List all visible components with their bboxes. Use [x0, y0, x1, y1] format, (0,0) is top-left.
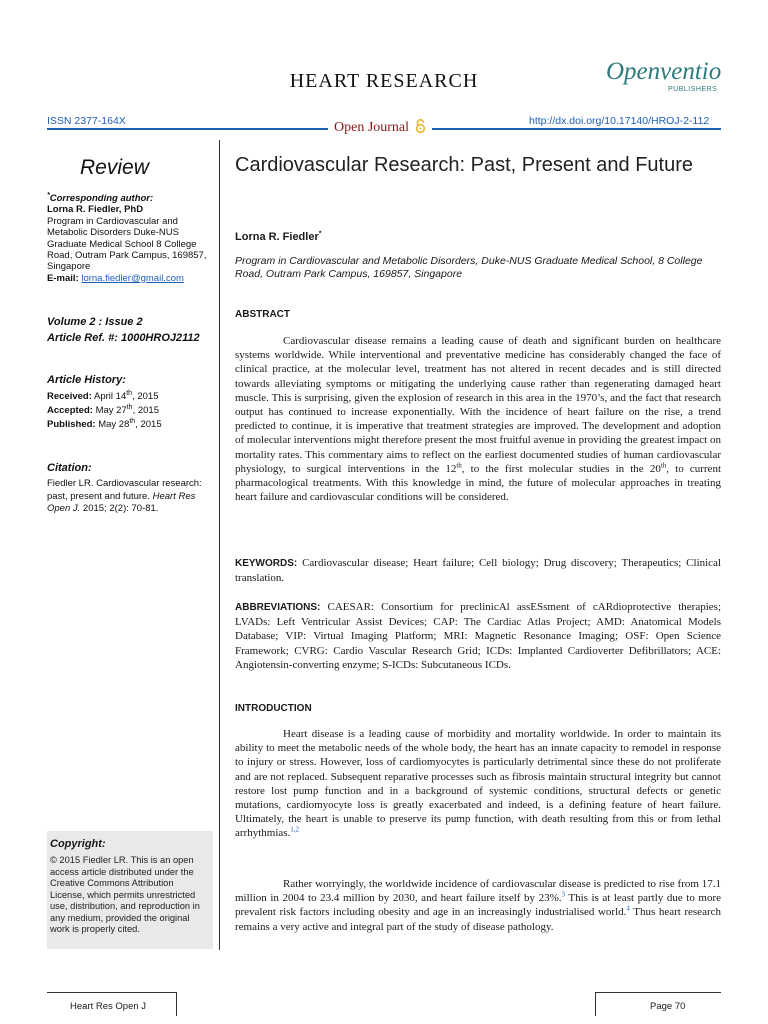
author-mark: *: [318, 230, 322, 238]
received-month: April 14: [94, 391, 127, 402]
open-journal-badge: [328, 119, 432, 136]
published-month: May 28: [98, 419, 130, 430]
accepted-year: , 2015: [132, 405, 159, 416]
doi-link[interactable]: http://dx.doi.org/10.17140/HROJ-2-112: [529, 115, 710, 127]
journal-title: HEART RESEARCH: [289, 70, 479, 92]
copyright-label: Copyright:: [50, 838, 106, 850]
received-year: , 2015: [132, 391, 159, 402]
accepted-suffix: th: [126, 403, 133, 411]
intro-p2-text-c: Thus heart research remains a very active and integral part of the study of disease pathology.: [235, 906, 721, 933]
footer-journal: Heart Res Open J: [70, 1001, 147, 1012]
column-divider: [219, 140, 220, 950]
article-history: [47, 390, 215, 432]
footer-rule-left: [47, 992, 176, 993]
intro-p2-reference-2[interactable]: 4: [626, 904, 630, 913]
keywords: [235, 556, 721, 585]
article-ref: Article Ref. #: 1000HROJ2112: [47, 332, 200, 344]
page-number: Page 70: [650, 1001, 686, 1012]
abstract-text: [235, 334, 721, 504]
keywords-text: Cardiovascular disease; Heart failure; Cell biology; Drug discovery; Therapeutics; Clinical translation.: [235, 557, 721, 585]
citation-label: Citation:: [47, 462, 92, 474]
abbreviations-label: ABBREVIATIONS:: [235, 602, 321, 613]
published-suffix: th: [129, 417, 136, 425]
citation-body: Fiedler LR. Cardiovascular research: past, present and future.: [47, 478, 202, 502]
intro-paragraph-1: [235, 727, 721, 841]
accepted-label: Accepted:: [47, 405, 93, 416]
publisher-subtitle: PUBLISHERS: [668, 86, 718, 93]
abstract-part-b: , to the first molecular studies in the 20: [461, 462, 661, 475]
intro-p2-reference-1[interactable]: 3: [561, 890, 565, 899]
author-name: Lorna R. Fiedler: [235, 231, 319, 243]
email-label: E-mail:: [47, 272, 79, 284]
footer-tick-left: [176, 992, 177, 1016]
author-affiliation: Program in Cardiovascular and Metabolic Disorders, Duke-NUS Graduate Medical School, 8 College Road, Outram Park Campus, 169857, Singapore: [235, 255, 703, 280]
corr-label: Corresponding author:: [49, 193, 154, 204]
abstract-part-c: , to current pharmacological treatments. With this knowledge in mind, the future of molecular approaches in treating heart failure and cardiovascular conditions will be considered.: [235, 462, 721, 504]
received-label: Received:: [47, 391, 92, 402]
issn: ISSN 2377-164X: [47, 115, 126, 127]
volume-issue: Volume 2 : Issue 2: [47, 316, 143, 328]
abstract-sup-1: th: [456, 461, 462, 470]
corr-affiliation: Program in Cardiovascular and Metabolic Disorders Duke-NUS Graduate Medical School 8 College Road, Outram Park Campus, 169857, Singapore: [47, 215, 207, 273]
footer-rule-right: [595, 992, 721, 993]
intro-p2-text-b: This is at least partly due to more prevalent risk factors including obesity and age in an increasingly industrialised world.: [235, 892, 721, 919]
publisher-logo: [606, 58, 721, 86]
published-year: , 2015: [135, 419, 162, 430]
received-suffix: th: [126, 389, 133, 397]
abbreviations-text: CAESAR: Consortium for preclinicAl assESsment of cARdioprotective therapies; LVADs: Left Ventricular Assist Devices; CAP: The Cardiac Atlas Project; AMD: Anatomical Models Database; VIP: Virtual Imaging Platform; MRI: Magnetic Resonance Imaging; OSF: Open Science Framework; CVRG: Cardio Vascular Research Grid; ICDs: Implanted Cardioverter Defibrillators; ACE: Angiotensin-converting enzyme; S-ICDs: Subcutaneous ICDs.: [235, 601, 721, 671]
citation-text: [47, 478, 217, 516]
publisher-logo-text: Openventio: [606, 58, 722, 85]
open-journal-label: Open Journal: [334, 120, 410, 135]
abstract-heading: ABSTRACT: [235, 309, 290, 320]
published-label: Published:: [47, 419, 96, 430]
copyright-text: © 2015 Fiedler LR. This is an open access article distributed under the Creative Commons Attribution License, which permits unrestricted use, distribution, and reproduction in any medium, provided the original work is properly cited.: [50, 855, 200, 934]
citation-journal: Heart Res Open J.: [47, 490, 196, 514]
abbreviations: [235, 600, 721, 672]
intro-p1-reference[interactable]: 1,2: [290, 825, 300, 834]
intro-p2-text-a: Rather worryingly, the worldwide incidence of cardiovascular disease is predicted to rise from 17.1 million in 2004 to 23.4 million by 2030, and heart failure itself by 23%.: [235, 878, 721, 905]
keywords-label: KEYWORDS:: [235, 558, 298, 569]
accepted-month: May 27: [95, 405, 127, 416]
corr-name: Lorna R. Fiedler, PhD: [47, 204, 144, 216]
history-label: Article History:: [47, 374, 126, 386]
open-access-lock-icon: [415, 119, 426, 133]
introduction-heading: INTRODUCTION: [235, 703, 312, 714]
intro-paragraph-2: [235, 877, 721, 934]
author-line: [235, 231, 321, 243]
abstract-sup-2: th: [660, 461, 667, 470]
article-type: Review: [80, 156, 149, 179]
intro-p1-text: Heart disease is a leading cause of morbidity and mortality worldwide. In order to maintain its ability to meet the metabolic needs of the whole body, the heart has an innate capacity to remodel in response to injury or stress. However, loss of cardiomyocytes is particularly detrimental since these do not proliferate and are not replaced. Subsequent reparative processes such as fibrosis maintain structural integrity but cannot restore lost pump function and in a background of systemic conditions, structural defects or genetic mutations, cardiomyocyte loss is greatly exacerbated and indeed, is a defining feature of heart failure. Ultimately, the heart is unable to preserve its pump function, with death resulting from this or from lethal arrhythmias.: [235, 728, 721, 840]
citation-tail: 2015; 2(2): 70-81.: [82, 503, 159, 514]
footer-tick-right: [595, 992, 596, 1016]
email-link[interactable]: lorna.fiedler@gmail.com: [81, 272, 184, 284]
abstract-part-a: Cardiovascular disease remains a leading cause of death and significant burden on healthcare systems worldwide. While interventional and preventative medicine has considerably changed the face of clinical practice, at the molecular level, treatment has not altered in recent decades and is still directed towards alleviating symptoms or mitigating the underlying cause rather than regenerating damaged heart muscle. This is surprising, given the explosion of research in this area in the 1970’s, and the fact that research output has continued to increase exponentially. With the incidence of heart failure on the rise, a trend predicted to continue, it is imperative that treatment strategies are improved. The development and adoption of molecular interventions might therefore present the most fruitful avenue in providing the greatest impact on mortality rates. This commentary aims to reflect on the earliest documented studies of human cardiovascular physiology, to surgical interventions in the 12: [235, 335, 721, 475]
article-title: Cardiovascular Research: Past, Present and Future: [235, 154, 693, 176]
corresponding-author-block: *Corresponding author: Lorna R. Fiedler, PhD Program in Cardiovascular and Metabolic Disorders Duke-NUS Graduate Medical School 8 College Road, Outram Park Campus, 169857, Singapore E-mail: lorna.fiedler@gmail.com: [47, 193, 215, 284]
